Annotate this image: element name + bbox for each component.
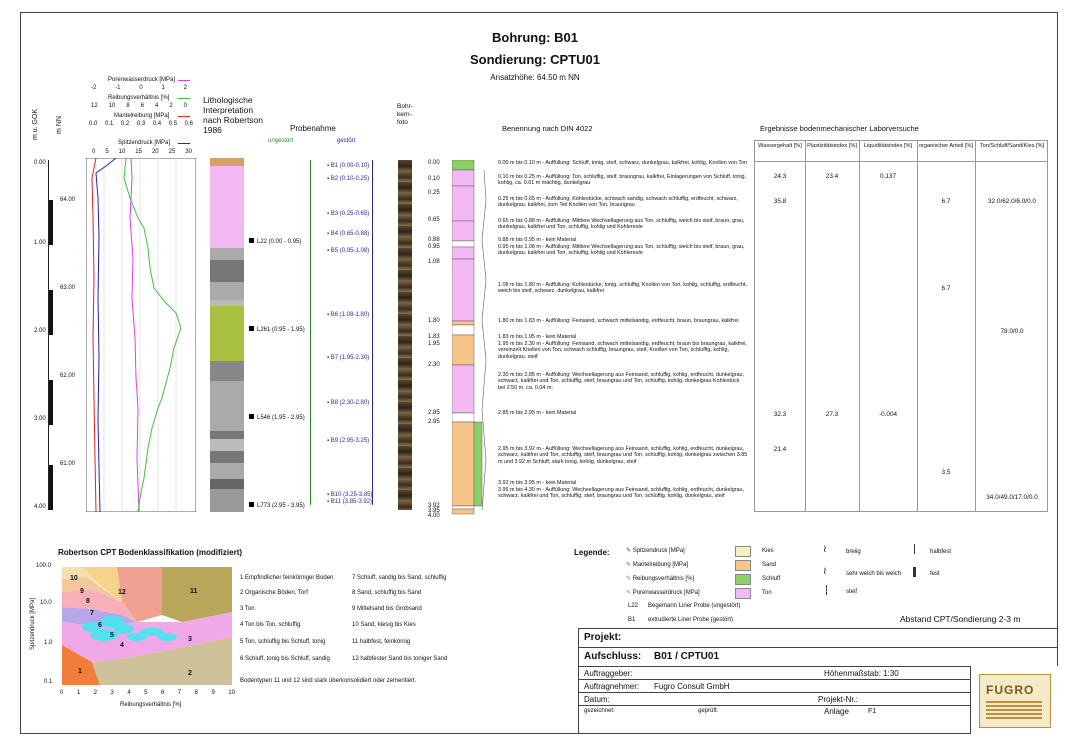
layer-depth: 2.85: [428, 410, 440, 416]
lab-value: 23.4: [825, 173, 839, 180]
legend-title: Legende:: [574, 548, 610, 557]
legend-consistency2: fest: [930, 571, 940, 577]
lab-results-table: [754, 140, 1048, 512]
robertson-ytick: 0.1: [44, 679, 53, 685]
layer-description: 0.95 m bis 1.08 m - Auffüllung: Mittlere Wechsellagerung aus Ton, schluffig, weich bis steif, braun, grau, dunkelgrau, kalkfrei und Ton, schluffig, kohlig und Kohlereste: [498, 244, 745, 257]
layer-description: 0.25 m bis 0.65 m - Auffüllung: Kohlestücke, schwach sandig, schwach schluffig, erdfeucht, schwarz, dunkelgrau, kalkfrei, zum Teil Knollen von Ton, braungrau: [498, 196, 738, 209]
axis-ticks-reibung: 12 10 8 6 4 2 0: [91, 103, 187, 109]
tb-geprueft: geprüft:: [698, 708, 719, 714]
legend-item: ✎ Porenwasserdruck [MPa]: [626, 590, 700, 596]
lab-value: 78.0/0.0: [1000, 328, 1024, 335]
axis-line-mantel: [178, 116, 190, 117]
tb-auftragnehmer-value: Fugro Consult GmbH: [654, 682, 730, 691]
lab-header: Liquiditätsindex [%]: [863, 143, 913, 149]
ungestoert-header: ungestört: [268, 138, 294, 144]
legend-liner-text: Begemann Liner Probe (ungestört): [648, 603, 741, 609]
robertson-xlabel: Reibungsverhältnis [%]: [120, 702, 182, 708]
mantelreibung-line: [92, 158, 96, 512]
depth-0: 0.00: [34, 160, 46, 166]
robertson-ytick: 10.0: [40, 600, 52, 606]
tb-datum: Datum:: [584, 695, 610, 704]
zone-label: 4: [120, 642, 124, 649]
liner-sample: L773 (2.95 - 3.95): [249, 502, 305, 510]
benennung-header: Benennung nach DIN 4022: [502, 124, 593, 133]
layer-depth: 2.95: [428, 419, 440, 425]
steif-icon: [826, 585, 827, 595]
legend-consistency: breiig: [846, 549, 861, 555]
robertson-ylabel: Spitzendruck [MPa]: [30, 597, 36, 650]
gok-axis-label: m u. GOK: [32, 108, 39, 140]
reibungsverhaeltnis-line: [124, 158, 181, 512]
zone-label: 6: [98, 622, 102, 629]
lab-value: 24.3: [773, 173, 787, 180]
axis-label-reibung: Reibungsverhältnis [%]: [108, 95, 170, 101]
layer-description: 3.92 m bis 3.95 m - kein Material: [498, 480, 577, 486]
depth-1: 1.00: [34, 240, 46, 246]
layer-depth: 3.95: [428, 508, 440, 514]
robertson-note: Bodentypen 11 und 12 sind stark überkonsolidiert oder zementiert.: [240, 678, 417, 684]
robertson-class: 5 Ton, schluffig bis Schluff, tonig: [240, 639, 326, 645]
nn-axis-label: m NN: [56, 116, 63, 134]
depth-4: 4.00: [34, 504, 46, 510]
robertson-class: 10 Sand, kiesig bis Kies: [352, 622, 416, 628]
layer-depth: 0.00: [428, 160, 440, 166]
foto-header: Bohr- kern- foto: [397, 103, 413, 126]
layer-depth: 0.10: [428, 176, 440, 182]
probenahme-header: Probenahme: [290, 124, 336, 133]
legend-consistency: sehr weich bis weich: [846, 571, 902, 577]
tb-aufschluss-row: [578, 647, 1058, 666]
robertson-class: 9 Mittelsand bis Grobsand: [352, 606, 422, 612]
lab-value: 27.3: [825, 411, 839, 418]
tb-projekt-row: [578, 628, 1058, 647]
layer-description: 1.95 m bis 2.30 m - Auffüllung: Feinsand, schwach mittelsandig, erdfeucht, braun bis braungrau, kalkfrei, vereinzelt Knollen von Ton, schwach schluffig, braungrau, steif, Knollen von Ton, schluffig, kohlig, dunkelgrau, steif: [498, 341, 747, 360]
breiig-icon: ≀: [823, 544, 827, 555]
layer-depth: 4.00: [428, 513, 440, 519]
layer-description: 0.00 m bis 0.10 m - Auffüllung: Schluff, tonig, steif, schwarz, dunkelgrau, kalkfrei, kohlig, Knollen von Ton: [498, 160, 748, 166]
robertson-class: 6 Schluff, tonig bis Schluff, sandig: [240, 656, 330, 662]
axis-ticks-mantel: 0.0 0.1 0.2 0.3 0.4 0.5 0.6: [89, 121, 193, 127]
zone-label: 8: [86, 598, 90, 605]
layer-description: 0.65 m bis 0.88 m - Auffüllung: Mittlere Wechsellagerung aus Ton, schluffig, weich bis steif, braun, grau, dunkelgrau, kalkfrei und Ton, schluffig, kohlig und Kohlereste: [498, 218, 745, 231]
layer-depth: 0.65: [428, 217, 440, 223]
layer-depth: 0.25: [428, 190, 440, 196]
legend-b-text: extrudierte Liner Probe (gestört): [648, 617, 734, 623]
nn-63: 63.00: [60, 285, 76, 291]
layer-description: 0.10 m bis 0.25 m - Auffüllung: Ton, schluffig, steif, braungrau, kalkfrei, Einlagerungen von Schluff, tonig, kohlig, ca. 0.01 m mächtig, dunkelgrau: [498, 174, 747, 187]
disturbed-sample: ▪ B7 (1.95-2.30): [327, 355, 370, 361]
cpt-log-plot: [86, 158, 196, 512]
tb-projekt: Projekt:: [584, 632, 622, 643]
robertson-class: 12 halbfester Sand bis toniger Sand: [352, 656, 448, 662]
robertson-ytick: 100.0: [36, 563, 52, 569]
layer-description: 1.83 m bis 1.95 m - kein Material: [498, 334, 577, 340]
legend-consistency: steif: [846, 589, 858, 595]
tb-massstab: Höhenmaßstab: 1:30: [824, 669, 899, 678]
disturbed-sample: ▪ B9 (2.95-3.25): [327, 438, 370, 444]
layer-description: 2.95 m bis 3.92 m - Auffüllung: Wechsellagerung aus Feinsand, schluffig, kohlig, erdfeucht, dunkelgrau, schwarz, kalkfrei und Ton, schluffig, steif, braungrau und Ton, schluffig, kohlig, dunkelgrau zwischen 3.85 m und 3.92 m Schluff, stark tonig, kohlig, dunkelgrau, steif: [498, 446, 748, 465]
litho-header: Lithologische Interpretation nach Robertson 1986: [203, 95, 264, 135]
legend-item: ✎ Mantelreibung [MPa]: [626, 562, 689, 568]
lab-value: 32.0/62.0/6.0/0.0: [988, 198, 1036, 205]
robertson-class: 8 Sand, schluffig bis Sand: [352, 590, 422, 596]
logo-box: [970, 666, 1059, 734]
axis-label-mantel: Mantelreibung [MPa]: [114, 113, 170, 119]
depth-3: 3.00: [34, 416, 46, 422]
zone-label: 11: [190, 588, 198, 595]
layer-description: 3.95 m bis 4.30 m - Auffüllung: Wechsellagerung aus Feinsand, schluffig, kohlig, erdfeucht, dunkelgrau, schwarz, kalkfrei und Ton, schluffig, steif, braungrau und Ton, schluffig, kohlig, dunkelgrau, steif: [498, 487, 745, 500]
robertson-title: Robertson CPT Bodenklassifikation (modifiziert): [58, 548, 243, 557]
layer-depth: 1.80: [428, 318, 440, 324]
zone-label: 10: [70, 575, 78, 582]
tb-anlage: Anlage: [824, 707, 849, 716]
legend-b-code: B1: [628, 617, 636, 623]
legend-consistency2: halbfest: [930, 549, 952, 555]
legend-ton-swatch: [735, 588, 751, 599]
fugro-logo: FUGRO: [979, 674, 1051, 728]
ungestoert-line: [310, 160, 311, 505]
elevation-label: Ansatzhöhe: 64.50 m NN: [490, 73, 580, 82]
layer-depth: 0.95: [428, 244, 440, 250]
zone-label: 12: [118, 589, 126, 596]
depth-axis: [48, 160, 53, 510]
layer-description: 2.85 m bis 2.95 m - kein Material: [498, 410, 577, 416]
tb-auftraggeber: Auftraggeber:: [584, 669, 633, 678]
lab-value: 35.8: [773, 198, 787, 205]
lab-value: 32.3: [773, 411, 787, 418]
tb-projektnr: Projekt-Nr.:: [818, 695, 859, 704]
robertson-class: 11 halbfest, feinkörnig: [352, 639, 411, 645]
robertson-class: 1 Empfindlicher feinkörniger Boden: [240, 575, 334, 581]
labor-header: Ergebnisse bodenmechanischer Laborversuche: [760, 124, 919, 133]
legend-soil: Schluff: [762, 576, 781, 582]
tb-anlage-value: F1: [868, 708, 877, 715]
axis-ticks-porenwasser: -2 -1 0 1 2: [91, 85, 187, 91]
zone-label: 3: [188, 636, 192, 643]
layer-depth: 1.83: [428, 334, 440, 340]
soil-profile-column: [452, 160, 492, 515]
layer-description: 2.30 m bis 2.85 m - Auffüllung: Wechsellagerung aus Feinsand, schluffig, kohlig, erdfeucht, dunkelgrau, schwarz, kalkfrei und Ton, schluffig, steif, braungrau und Ton, schluffig, kohlig, dunkelgrau Kohlestück bei 2.50 m, ca. 0.04 m;: [498, 372, 745, 391]
layer-depth: 1.95: [428, 341, 440, 347]
zone-label: 9: [80, 588, 84, 595]
disturbed-sample: ▪ B1 (0.00-0.10): [327, 163, 370, 169]
lab-value: 3.5: [941, 469, 951, 476]
lab-value: 6.7: [941, 285, 951, 292]
disturbed-sample: ▪ B11 (3.85-3.92): [327, 499, 373, 505]
nn-62: 62.00: [60, 373, 76, 379]
axis-line-porenwasser: [178, 80, 190, 81]
layer-description: 1.80 m bis 1.83 m - Auffüllung: Feinsand, schwach mittelsandig, erdfeucht, braun, braungrau, kalkfrei: [498, 318, 739, 324]
liner-sample: L261 (0.95 - 1.95): [249, 326, 305, 334]
lab-value: 34.0/49.0/17.0/0.0: [986, 494, 1038, 501]
lab-header: Plastizitätsindex [%]: [807, 143, 857, 149]
zone-label: 5: [110, 632, 114, 639]
halbfest-icon: [914, 544, 915, 554]
lab-value: -0.004: [878, 411, 898, 418]
axis-line-spitzen: [178, 143, 190, 144]
disturbed-sample: ▪ B4 (0.65-0.88): [327, 231, 370, 237]
lab-header: organischer Anteil [%]: [918, 143, 974, 149]
axis-label-spitzen: Spitzendruck [MPa]: [118, 140, 171, 146]
lab-value: 0.137: [880, 173, 896, 180]
tb-aufschluss-label: Aufschluss:: [584, 651, 642, 662]
zone-label: 1: [78, 668, 82, 675]
robertson-class: 2 Organische Böden, Torf: [240, 590, 308, 596]
legend-item: ✎ Spitzendruck [MPa]: [626, 548, 685, 554]
nn-61: 61.00: [60, 461, 76, 467]
abstand-note: Abstand CPT/Sondierung 2-3 m: [900, 614, 1021, 624]
gestoert-header: gestört: [337, 138, 356, 144]
legend-item: ✎ Reibungsverhältnis [%]: [626, 576, 695, 582]
zone-label: 7: [90, 610, 94, 617]
legend-schluff-swatch: [735, 574, 751, 585]
title-bohrung: Bohrung: B01: [492, 30, 578, 45]
legend-sand-swatch: [735, 560, 751, 571]
disturbed-sample: ▪ B2 (0.10-0.25): [327, 176, 370, 182]
disturbed-sample: ▪ B5 (0.95-1.08): [327, 248, 370, 254]
layer-description: 1.08 m bis 1.80 m - Auffüllung: Kohlestücke, tonig, schluffig, Knollen von Ton, kohlig, schluffig, erdfeucht, weich bis steif, schwarz, dunkelgrau, kalkfrei: [498, 282, 747, 295]
robertson-class: 7 Schluff, sandig bis Sand, schluffig: [352, 575, 447, 581]
litho-column: [210, 158, 244, 512]
tb-gezeichnet: gezeichnet:: [584, 708, 615, 714]
weich-icon: ≀: [823, 566, 827, 577]
robertson-ytick: 1.0: [44, 640, 53, 646]
layer-depth: 2.30: [428, 362, 440, 368]
axis-ticks-spitzen: 0 5 10 15 20 25 30: [92, 149, 192, 155]
layer-description: 0.88 m bis 0.95 m - kein Material: [498, 237, 577, 243]
tb-aufschluss-value: B01 / CPTU01: [654, 651, 720, 662]
legend-kies-swatch: [735, 546, 751, 557]
legend-soil: Sand: [762, 562, 777, 568]
spitzendruck-line: [96, 158, 116, 512]
robertson-class: 3 Ton: [240, 606, 255, 612]
depth-2: 2.00: [34, 328, 46, 334]
disturbed-sample: ▪ B8 (2.30-2.80): [327, 400, 370, 406]
layer-depth: 0.88: [428, 237, 440, 243]
disturbed-sample: ▪ B3 (0.25-0.65): [327, 211, 370, 217]
robertson-class: 4 Ton bis Ton, schluffig: [240, 622, 301, 628]
lab-header: Ton/Schluff/Sand/Kies [%]: [979, 143, 1045, 149]
porenwasserdruck-line: [130, 158, 139, 512]
lab-value: 21.4: [773, 446, 787, 453]
legend-soil: Kies: [762, 548, 774, 554]
robertson-xticks: 0 1 2 3 4 5 6 7 8 9 10: [60, 690, 235, 696]
axis-label-porenwasser: Porenwasserdruck [MPa]: [108, 77, 176, 83]
core-photo: [398, 160, 412, 510]
legend-soil: Ton: [762, 590, 772, 596]
disturbed-sample: ▪ B10 (3.25-3.85): [327, 492, 373, 498]
zone-label: 2: [188, 670, 192, 677]
disturbed-sample: ▪ B6 (1.08-1.80): [327, 312, 370, 318]
liner-sample: L22 (0.00 - 0.95): [249, 238, 301, 246]
legend-liner-code: L22: [628, 603, 639, 609]
layer-depth: 3.92: [428, 503, 440, 509]
lab-header: Wassergehalt [%]: [758, 143, 802, 149]
liner-sample: L546 (1.95 - 2.95): [249, 414, 305, 422]
title-sondierung: Sondierung: CPTU01: [469, 52, 600, 67]
fest-icon: [913, 567, 916, 577]
axis-line-reibung: [178, 98, 190, 99]
layer-depth: 1.08: [428, 259, 440, 265]
nn-64: 64.00: [60, 197, 76, 203]
tb-auftragnehmer: Auftragnehmer:: [584, 682, 640, 691]
robertson-chart: [62, 567, 232, 685]
lab-value: 6.7: [941, 198, 951, 205]
gestoert-line: [372, 160, 373, 505]
